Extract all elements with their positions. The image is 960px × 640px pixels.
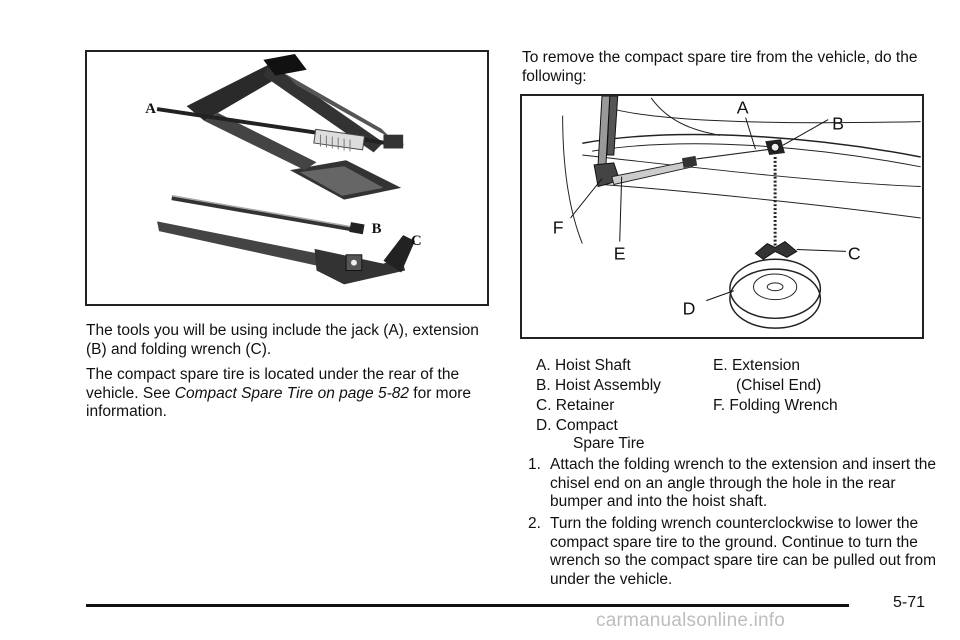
footer-rule	[86, 604, 849, 607]
step-2-text: Turn the folding wrench counterclockwise to lower the compact spare tire to the ground. Continue to turn the wrench so the compact spare tire can be pulled out from under the vehicle.	[550, 515, 936, 588]
legend-item-b: B. Hoist Assembly	[536, 377, 661, 394]
removal-label-c: C	[847, 243, 861, 264]
tools-label-b: B	[371, 221, 382, 238]
legend-item-f: F. Folding Wrench	[713, 397, 838, 414]
watermark: carmanualsonline.info	[596, 610, 786, 631]
removal-label-b: B	[832, 113, 844, 134]
legend-item-d-cont: Spare Tire	[573, 435, 645, 452]
jack-tools-illustration	[87, 52, 487, 304]
step-1-text: Attach the folding wrench to the extension and insert the chisel end on an angle through the hole in the rear bumper and into the hoist shaft.	[550, 456, 937, 510]
removal-intro: To remove the compact spare tire from the vehicle, do the following:	[522, 49, 918, 85]
tools-label-a: A	[145, 101, 156, 118]
spare-location-paragraph	[86, 366, 491, 422]
step-1-number: 1.	[528, 456, 541, 473]
legend-item-e: E. Extension	[713, 357, 801, 374]
spare-removal-figure	[520, 94, 924, 339]
page-number: 5-71	[893, 594, 926, 611]
step-1	[528, 456, 940, 514]
legend-item-a: A. Hoist Shaft	[536, 357, 631, 374]
spare-location-text-start: The compact spare tire is located under the rear of the vehicle. See	[86, 366, 460, 402]
tools-label-c: C	[411, 232, 422, 249]
removal-label-d: D	[682, 298, 696, 319]
figure-legend	[536, 356, 926, 452]
removal-label-a: A	[736, 97, 749, 118]
removal-label-e: E	[613, 243, 626, 264]
tools-paragraph: The tools you will be using include the jack (A), extension (B) and folding wrench (C).	[86, 322, 479, 358]
step-2	[528, 515, 940, 591]
step-2-number: 2.	[528, 515, 541, 532]
legend-item-c: C. Retainer	[536, 397, 615, 414]
spare-removal-illustration	[522, 96, 922, 337]
spare-location-text-end: for more information.	[86, 384, 471, 420]
tools-figure	[85, 50, 489, 306]
legend-item-e-cont: (Chisel End)	[736, 377, 822, 394]
removal-label-f: F	[552, 217, 564, 238]
legend-item-d: D. Compact	[536, 417, 618, 434]
compact-spare-tire-link[interactable]: Compact Spare Tire on page 5-82	[174, 384, 409, 402]
